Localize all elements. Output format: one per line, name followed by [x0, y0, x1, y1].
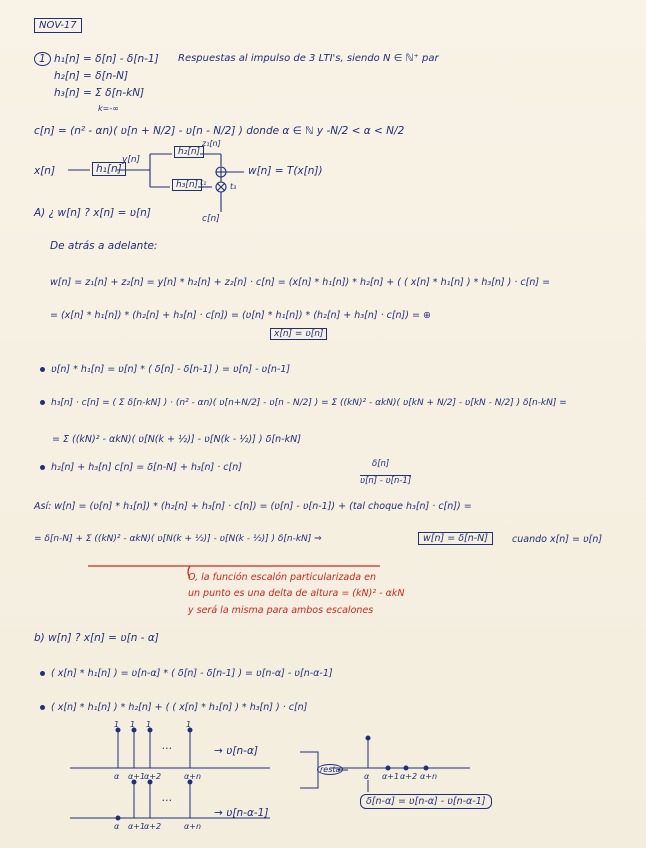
problem-number: 1	[34, 53, 51, 65]
signal-t3: t₃	[230, 182, 237, 191]
part-a-line-3: ʋ[n] * h₁[n] = ʋ[n] * ( δ[n] - δ[n-1] ) = ʋ[n] - ʋ[n-1]	[40, 364, 290, 375]
plot3-tick-1: α	[364, 772, 370, 781]
part-a-line-1: w[n] = z₁[n] + z₂[n] = y[n] * h₂[n] + z₂[n] · c[n] = (x[n] * h₁[n]) * h₂[n] + ( ( x[n] * h₁[n] ) * h₃[n] ) · c[n] =	[50, 277, 551, 288]
part-b-line-2: ( x[n] * h₁[n] ) * h₂[n] + ( ( x[n] * h₁[n] ) * h₃[n] ) · c[n]	[40, 702, 307, 713]
diagram-input: x[n]	[34, 165, 56, 177]
block-h3: h₃[n]	[172, 180, 202, 190]
part-b-result-box: δ[n-α] = ʋ[n-α] - ʋ[n-α-1]	[360, 794, 492, 809]
note-delta: δ[n]	[372, 459, 390, 469]
part-a-line-6: h₂[n] + h₃[n] c[n] = δ[n-N] + h₃[n] · c[n]	[40, 462, 242, 473]
plot2-tick-1: α	[114, 822, 120, 831]
plot2-label: → ʋ[n-α-1]	[214, 807, 269, 819]
plot3-tick-4: α+n	[420, 772, 438, 781]
plot3-tick-3: α+2	[400, 772, 418, 781]
plot1-tick-2: α+1	[128, 772, 146, 781]
part-a-result-box: w[n] = δ[n-N]	[418, 532, 493, 545]
multiplier-input: c[n]	[202, 214, 220, 224]
plot1-tick-4: α+n	[184, 772, 202, 781]
part-a-line-4: h₃[n] · c[n] = ( Σ δ[n-kN] ) · (n² - αn)( ʋ[n+N/2] - ʋ[n - N/2] ) = Σ ((kN)² - αkN)( ʋ[kN + N/2] - ʋ[kN - N/2] ) δ[n-kN] =	[40, 398, 567, 408]
part-b-line-1: ( x[n] * h₁[n] ) = ʋ[n-α] * ( δ[n] - δ[n-1] ) = ʋ[n-α] - ʋ[n-α-1]	[40, 668, 333, 679]
plot1-tick-3: α+2	[144, 772, 162, 781]
part-b-title: b) w[n] ? x[n] = ʋ[n - α]	[34, 632, 159, 644]
part-a-condition: cuando x[n] = ʋ[n]	[512, 534, 603, 545]
resta-circle: resta	[317, 764, 343, 775]
part-a-title: A) ¿ w[n] ? x[n] = ʋ[n]	[34, 207, 151, 219]
c-definition: c[n] = (n² - αn)( ʋ[n + N/2] - ʋ[n - N/2] ) donde α ∈ ℕ y -N/2 < α < N/2	[34, 125, 405, 137]
part-a-line-5: = Σ ((kN)² - αkN)( ʋ[N(k + ½)] - ʋ[N(k - ½)] ) δ[n-kN]	[52, 434, 301, 445]
red-note-line-2: un punto es una delta de altura = (kN)² - αkN	[188, 588, 405, 599]
part-a-line-7: Así: w[n] = (ʋ[n] * h₁[n]) * (h₂[n] + h₃[n] · c[n]) = (ʋ[n] - ʋ[n-1]) + (tal choque h₃[n] · c[n]) =	[34, 501, 472, 512]
plot2-tick-4: α+n	[184, 822, 202, 831]
plot2-dots: …	[162, 792, 173, 804]
red-note-line-3: y será la misma para ambos escalones	[188, 605, 374, 616]
plot1-tick-1: α	[114, 772, 120, 781]
part-a-intro: De atrás a adelante:	[50, 240, 158, 252]
stem-value-4: 1	[186, 720, 192, 729]
problem-description: Respuestas al impulso de 3 LTI's, siendo N ∈ ℕ⁺ par	[178, 53, 439, 64]
stem-value-1: 1	[114, 720, 120, 729]
part-a-line-8: = δ[n-N] + Σ ((kN)² - αkN)( ʋ[N(k + ½)] - ʋ[N(k - ½)] ) δ[n-kN] ⇒	[34, 534, 322, 544]
h1-definition: h₁[n] = δ[n] - δ[n-1]	[54, 53, 159, 65]
plot2-tick-2: α+1	[128, 822, 146, 831]
diagram-output: w[n] = T(x[n])	[248, 165, 323, 177]
block-h2: h₂[n]	[174, 147, 204, 157]
red-note-line-1: O, la función escalón particularizada en	[188, 572, 376, 583]
stem-value-3: 1	[146, 720, 152, 729]
signal-z1: z₁[n]	[202, 139, 221, 148]
h2-definition: h₂[n] = δ[n-N]	[54, 70, 129, 82]
signal-t1: t₁	[200, 178, 207, 187]
date-label: NOV-17	[34, 18, 82, 33]
note-difference: ʋ[n] - ʋ[n-1]	[360, 476, 412, 486]
part-a-line-2: = (x[n] * h₁[n]) * (h₂[n] + h₃[n] · c[n]) = (ʋ[n] * h₁[n]) * (h₂[n] + h₃[n] · c[n]) = ⊕	[50, 310, 431, 321]
h3-sum-limits: k=-∞	[98, 104, 119, 113]
stem-value-2: 1	[130, 720, 136, 729]
plot1-label: → ʋ[n-α]	[214, 745, 258, 757]
h3-definition: h₃[n] = Σ δ[n-kN]	[54, 87, 145, 99]
plot1-dots: …	[162, 740, 173, 752]
signal-y: y[n]	[122, 155, 141, 165]
block-h1: h₁[n]	[92, 163, 126, 175]
plot3-tick-2: α+1	[382, 772, 400, 781]
part-a-substitution: x[n] = ʋ[n]	[270, 329, 327, 339]
plot2-tick-3: α+2	[144, 822, 162, 831]
